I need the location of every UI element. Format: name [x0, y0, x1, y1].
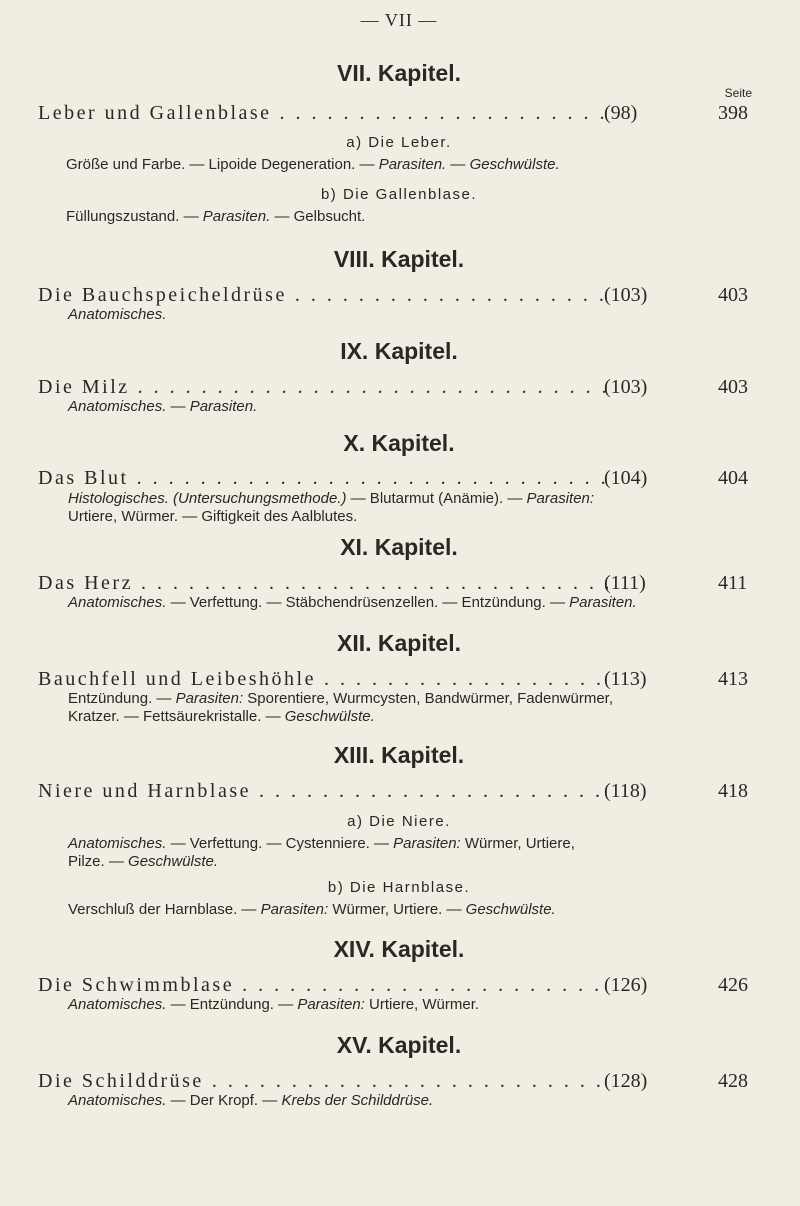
- entry-original-page: (113): [604, 668, 647, 690]
- desc-milz: Anatomisches. — Parasiten.: [68, 398, 258, 415]
- entry-page: 428: [718, 1070, 748, 1092]
- entry-original-page: (126): [604, 974, 648, 996]
- chapter-heading-10: X. Kapitel.: [343, 430, 455, 456]
- entry-page: 403: [718, 284, 748, 306]
- entry-title: Bauchfell und Leibeshöhle . . .: [38, 666, 608, 692]
- entry-original-page: (103): [604, 376, 648, 398]
- entry-title: Die Milz . . .: [38, 374, 608, 400]
- chapter-heading-13: XIII. Kapitel.: [333, 742, 465, 768]
- chapter-heading-11: XI. Kapitel.: [340, 534, 458, 560]
- toc-entry-blut[interactable]: [38, 465, 760, 491]
- entry-original-page: (98): [604, 102, 638, 124]
- chapter-heading-12: XII. Kapitel.: [337, 630, 461, 656]
- entry-original-page: (104): [604, 467, 648, 489]
- entry-page: 403: [718, 376, 748, 398]
- chapter-heading-15: XV. Kapitel.: [336, 1032, 462, 1058]
- entry-original-page: (128): [604, 1070, 648, 1092]
- toc-entry-bauchfell[interactable]: [38, 666, 760, 692]
- subheading-leber: a) Die Leber.: [346, 134, 452, 151]
- entry-original-page: (103): [604, 284, 648, 306]
- desc-bauchspeicheldruese: Anatomisches.: [68, 306, 167, 323]
- entry-title: Das Herz . . .: [38, 570, 608, 596]
- entry-original-page: (118): [604, 780, 647, 802]
- chapter-heading-7: VII. Kapitel.: [337, 60, 461, 86]
- toc-entry-herz[interactable]: [38, 570, 760, 596]
- toc-entry-schwimmblase[interactable]: [38, 972, 760, 998]
- entry-title: Die Schwimmblase . . .: [38, 972, 608, 998]
- chapter-heading-9: IX. Kapitel.: [340, 338, 458, 364]
- toc-entry-leber[interactable]: [38, 100, 760, 126]
- entry-page: 404: [718, 467, 748, 489]
- desc-bauchfell: Entzündung. — Parasiten: Sporentiere, Wurmcysten, Bandwürmer, Fadenwürmer, Kratzer. — Fettsäurekristalle. — Geschwülste.: [68, 690, 614, 725]
- entry-title: Die Bauchspeicheldrüse . . .: [38, 282, 608, 308]
- desc-schwimmblase: Anatomisches. — Entzündung. — Parasiten: Urtiere, Würmer.: [68, 996, 480, 1013]
- entry-page: 398: [718, 102, 748, 124]
- entry-original-page: (111): [604, 572, 646, 594]
- toc-entry-niere[interactable]: [38, 778, 760, 804]
- toc-entry-bauchspeicheldruese[interactable]: [38, 282, 760, 308]
- desc-gallenblase: Füllungszustand. — Parasiten. — Gelbsucht.: [66, 208, 366, 225]
- toc-page: [38, 0, 760, 1206]
- toc-entry-schilddruese[interactable]: [38, 1068, 760, 1094]
- toc-entry-milz[interactable]: [38, 374, 760, 400]
- entry-title: Leber und Gallenblase . . .: [38, 100, 608, 126]
- entry-page: 426: [718, 974, 748, 996]
- desc-blut: Histologisches. (Untersuchungsmethode.) — Blutarmut (Anämie). — Parasiten: Urtiere, Würmer. — Giftigkeit des Aalblutes.: [68, 490, 595, 525]
- page-number: — VII —: [360, 10, 438, 30]
- desc-herz: Anatomisches. — Verfettung. — Stäbchendrüsenzellen. — Entzündung. — Parasiten.: [68, 594, 637, 611]
- entry-page: 411: [718, 572, 748, 594]
- entry-title: Niere und Harnblase . . .: [38, 778, 608, 804]
- entry-title: Die Schilddrüse . . .: [38, 1068, 608, 1094]
- chapter-heading-14: XIV. Kapitel.: [333, 936, 465, 962]
- subheading-niere: a) Die Niere.: [347, 813, 451, 830]
- chapter-heading-8: VIII. Kapitel.: [333, 246, 465, 272]
- desc-leber: Größe und Farbe. — Lipoide Degeneration. — Parasiten. — Geschwülste.: [66, 156, 560, 173]
- desc-niere: Anatomisches. — Verfettung. — Cystenniere. — Parasiten: Würmer, Urtiere, Pilze. — Geschwülste.: [68, 835, 575, 870]
- subheading-gallenblase: b) Die Gallenblase.: [320, 186, 478, 203]
- entry-title: Das Blut . . .: [38, 465, 608, 491]
- entry-page: 418: [718, 780, 748, 802]
- entry-page: 413: [718, 668, 748, 690]
- seite-column-label: Seite: [724, 86, 752, 100]
- desc-harnblase: Verschluß der Harnblase. — Parasiten: Würmer, Urtiere. — Geschwülste.: [68, 901, 556, 918]
- subheading-harnblase: b) Die Harnblase.: [327, 879, 471, 896]
- desc-schilddruese: Anatomisches. — Der Kropf. — Krebs der Schilddrüse.: [68, 1092, 434, 1109]
